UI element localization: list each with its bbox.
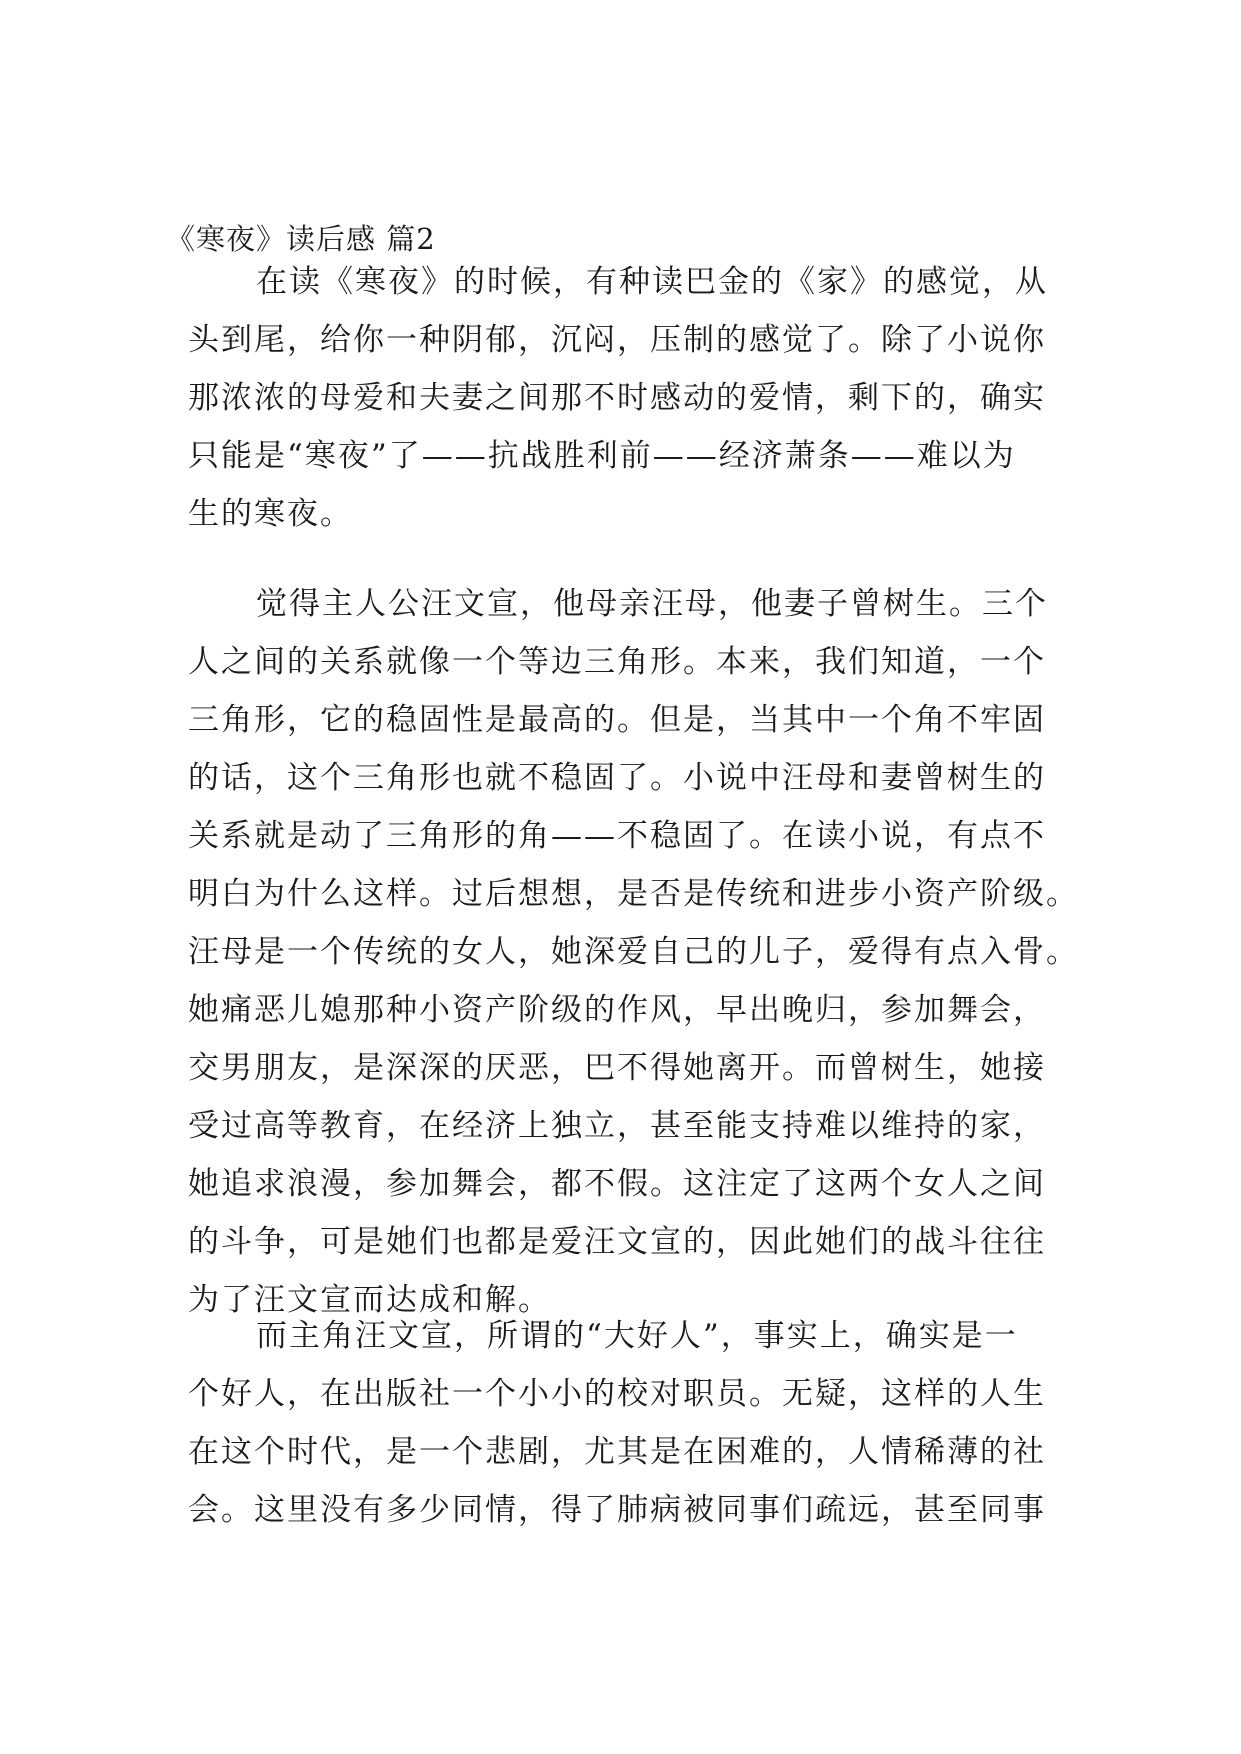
text-line: 她追求浪漫，参加舞会，都不假。这注定了这两个女人之间 [188, 1166, 1046, 1202]
text-line: 明白为什么这样。过后想想，是否是传统和进步小资产阶级。 [188, 876, 1079, 912]
text-line: 而主角汪文宣，所谓的“大好人”，事实上，确实是一 [256, 1318, 1018, 1354]
text-line: 个好人，在出版社一个小小的校对职员。无疑，这样的人生 [188, 1376, 1046, 1412]
text-line: 汪母是一个传统的女人，她深爱自己的儿子，爱得有点入骨。 [188, 934, 1079, 970]
text-line: 人之间的关系就像一个等边三角形。本来，我们知道，一个 [188, 644, 1046, 680]
paragraph-2 [188, 575, 1188, 1329]
paragraph-3 [188, 1307, 1188, 1539]
text-line: 三角形，它的稳固性是最高的。但是，当其中一个角不牢固 [188, 702, 1046, 738]
text-line: 在这个时代，是一个悲剧，尤其是在困难的，人情稀薄的社 [188, 1434, 1046, 1470]
text-line: 头到尾，给你一种阴郁，沉闷，压制的感觉了。除了小说你 [188, 322, 1046, 358]
paragraph-1 [188, 253, 1188, 543]
text-line: 在读《寒夜》的时候，有种读巴金的《家》的感觉，从 [256, 264, 1048, 300]
text-line: 为了汪文宣而达成和解。 [188, 1282, 551, 1318]
text-line: 的斗争，可是她们也都是爱汪文宣的，因此她们的战斗往往 [188, 1224, 1046, 1260]
text-line: 只能是“寒夜”了——抗战胜利前——经济萧条——难以为 [188, 438, 1016, 474]
text-line: 觉得主人公汪文宣，他母亲汪母，他妻子曾树生。三个 [256, 586, 1048, 622]
text-line: 她痛恶儿媳那种小资产阶级的作风，早出晚归，参加舞会， [188, 992, 1046, 1028]
text-line: 的话，这个三角形也就不稳固了。小说中汪母和妻曾树生的 [188, 760, 1046, 796]
text-line: 关系就是动了三角形的角——不稳固了。在读小说，有点不 [188, 818, 1046, 854]
text-line: 交男朋友，是深深的厌恶，巴不得她离开。而曾树生，她接 [188, 1050, 1046, 1086]
text-line: 生的寒夜。 [188, 496, 353, 532]
text-line: 会。这里没有多少同情，得了肺病被同事们疏远，甚至同事 [188, 1492, 1046, 1528]
document-title: 《寒夜》读后感 篇2 [166, 222, 436, 256]
text-line: 受过高等教育，在经济上独立，甚至能支持难以维持的家， [188, 1108, 1046, 1144]
text-line: 那浓浓的母爱和夫妻之间那不时感动的爱情，剩下的，确实 [188, 380, 1046, 416]
